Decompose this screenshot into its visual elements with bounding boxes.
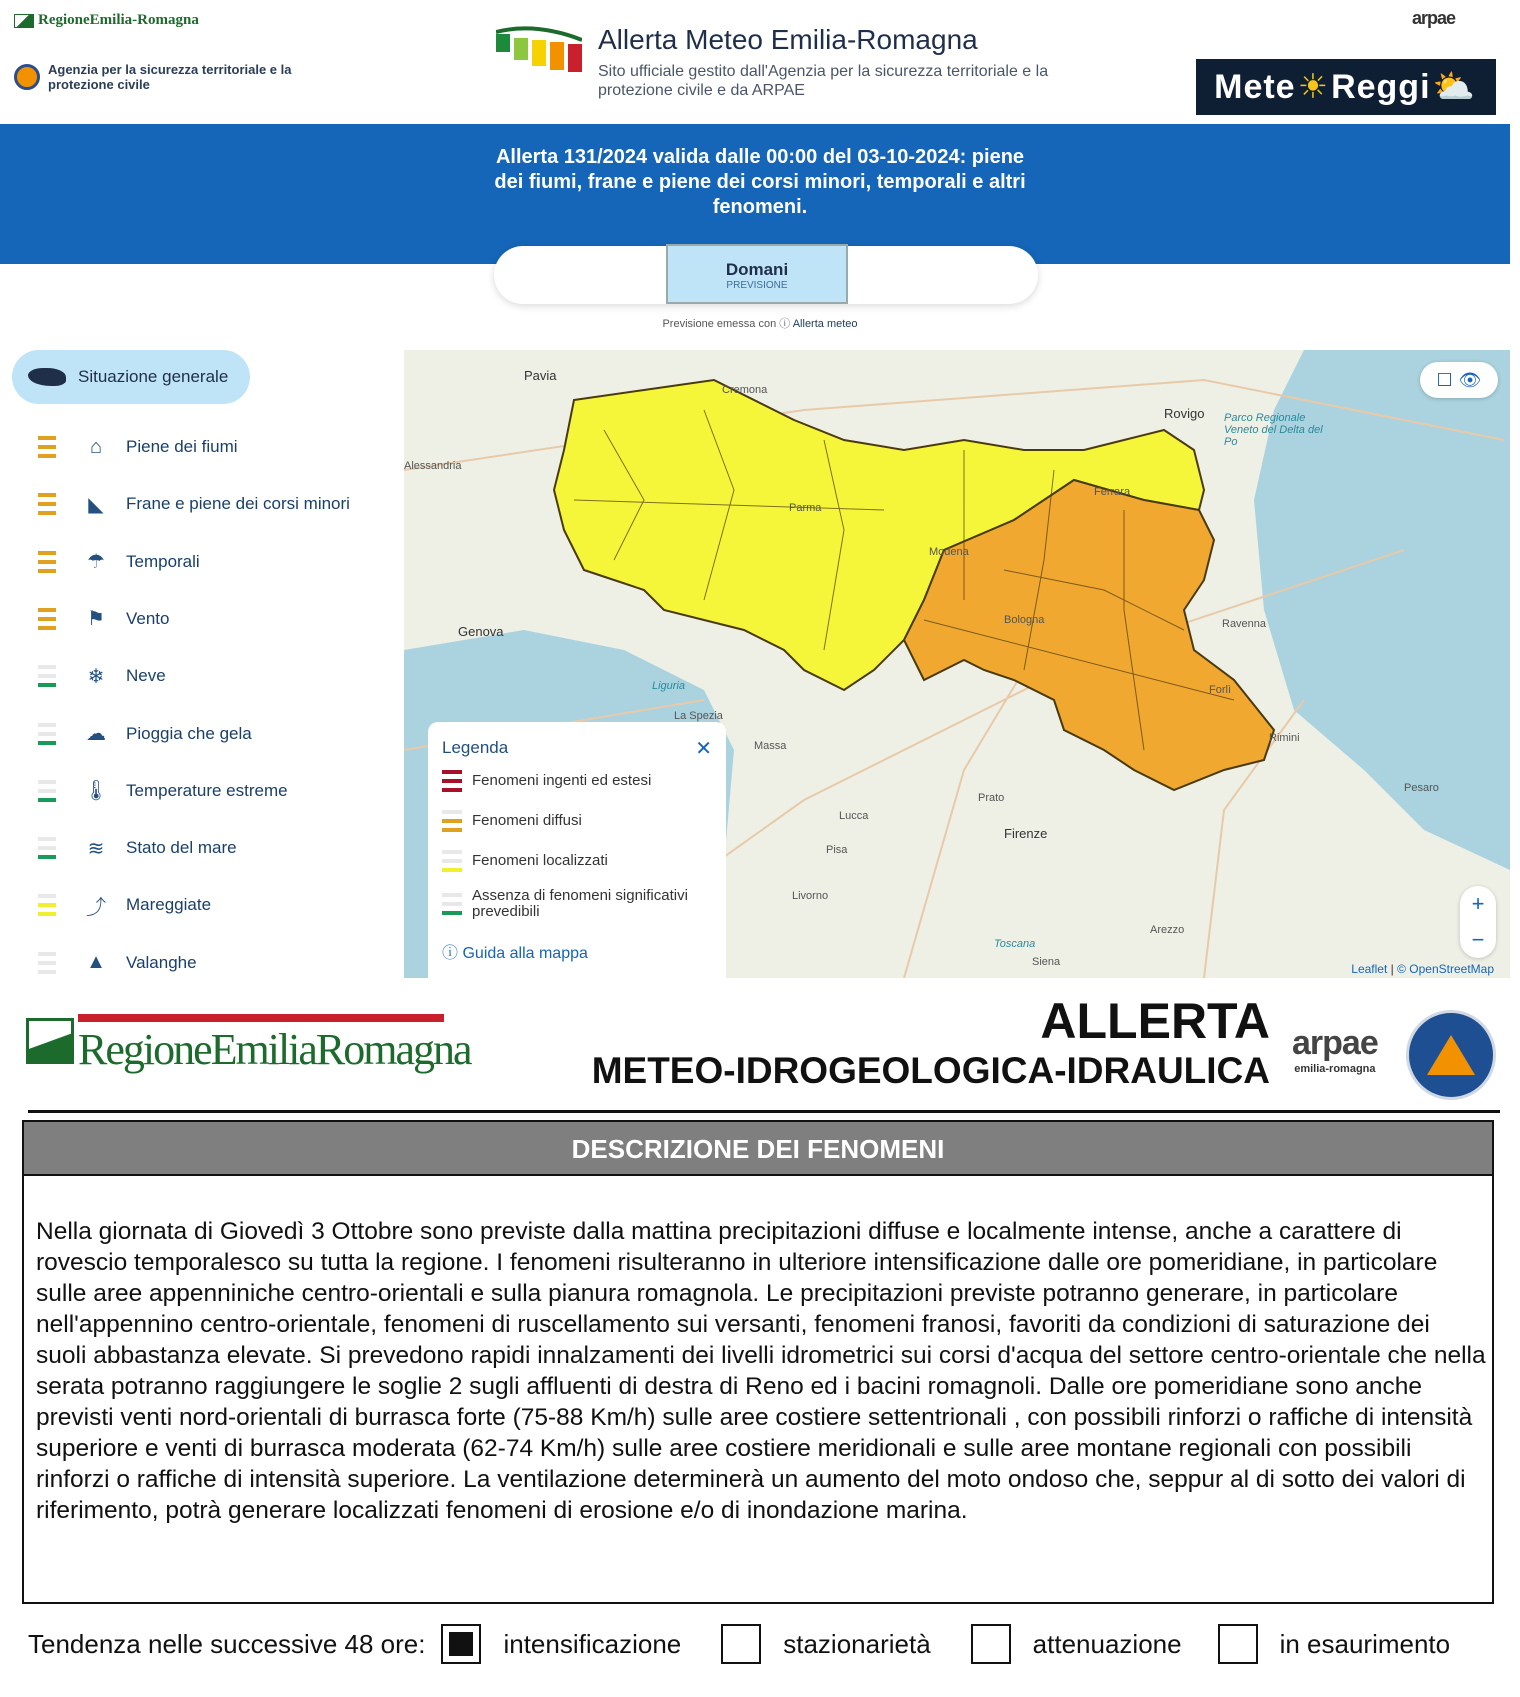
tendency-option-label: intensificazione [503, 1628, 682, 1659]
tab-domani-label: Domani [725, 260, 789, 279]
regione-flag-large-icon [26, 1018, 74, 1064]
map-label: Genova [458, 624, 504, 639]
description-text: Nella giornata di Giovedì 3 Ottobre sono previste dalla mattina precipitazioni diffuse e localmente intense, anche a carattere di rovescio temporalesco su tutta la regione. I fenomeni risulteranno in ulteriore intensificazione dalle ore pomeridiane, in particolare sulle aree appenniniche centro-orientali e sulla pianura romagnola. Le precipitazioni previste potranno generare, in particolare nell'appennino centro-orientale, fenomeni di ruscellamento sui versanti, fenomeni franosi, favoriti da condizioni di saturazione dei suoli abbastanza elevate. Si prevedono rapidi innalzamenti dei livelli idrometrici sui corsi d'acqua del settore centro-orientale che nella serata potranno raggiungere le soglie 2 sugli affluenti di destra di Reno ed i bacini romagnoli. Dalle ore pomeridiane sono anche previsti venti nord-orientali di burrasca forte (75-88 Km/h) sulle aree costiere settentrionali , con possibili rinforzi o raffiche di intensità superiore e venti di burrasca moderata (62-74 Km/h) sulle aree costiere meridionali e sulle aree montane regionali con possibili rinforzi o raffiche di intensità superiore. La ventilazione determinerà un aumento del moto ondoso che, seppur al di sotto dei valori di riferimento, potrà generare localizzati fenomeni di erosione e/o di inondazione marina. [36, 1218, 1486, 1524]
sun-icon: ☀ [1297, 68, 1330, 106]
tab-domani-sublabel: PREVISIONE [726, 280, 788, 291]
sidebar-item-situazione-generale[interactable] [12, 350, 250, 404]
map-label: Cremona [722, 384, 768, 396]
alert-level-indicator [38, 723, 56, 745]
eye-icon: 👁 [1458, 369, 1482, 390]
legend-swatch [442, 770, 462, 792]
map-label: Parma [789, 502, 822, 514]
sidebar-item-valanghe[interactable] [38, 948, 197, 978]
regione-logo-large-text: RegioneEmiliaRomagna [78, 1025, 471, 1074]
divider [28, 1110, 1500, 1113]
map-label: Firenze [1004, 826, 1048, 841]
map-label: Parco Regionale Veneto del Delta del Po [1224, 412, 1323, 448]
sidebar-item-neve[interactable] [38, 661, 166, 691]
alert-level-indicator [38, 493, 56, 515]
tendency-option-label: attenuazione [1032, 1628, 1182, 1659]
checkbox-icon: ☐ [1436, 369, 1453, 390]
map-label: Arezzo [1150, 924, 1185, 936]
map-label: Pisa [826, 844, 848, 856]
alert-level-indicator [38, 665, 56, 687]
freezing-rain-icon: ☁ [86, 723, 106, 745]
meteo-reggio-text-a: Mete [1214, 67, 1296, 106]
thermometer-icon: 🌡 [83, 780, 109, 803]
tendency-option-label: stazionarietà [783, 1628, 931, 1659]
map-label: Rovigo [1164, 406, 1205, 421]
sidebar-item-label: Stato del mare [126, 838, 237, 858]
map-label: Liguria [652, 680, 686, 692]
agency-name: Agenzia per la sicurezza territoriale e la protezione civile [48, 62, 292, 92]
tendency-checkbox[interactable] [971, 1624, 1011, 1664]
legend-guide-link[interactable] [442, 940, 588, 963]
arpae-logo-sub: emilia-romagna [1294, 1063, 1376, 1075]
legend-item-label: Fenomeni ingenti ed estesi [472, 772, 652, 789]
sidebar-item-label: Situazione generale [78, 367, 229, 386]
site-subtitle: Sito ufficiale gestito dall'Agenzia per la sicurezza territoriale e la protezione civile e da ARPAE [598, 63, 1049, 99]
alert-level-indicator [38, 837, 56, 859]
sidebar-item-pioggia-che-gela[interactable] [38, 719, 252, 749]
map-label: Rimini [1269, 732, 1300, 744]
regione-logo-text: RegioneEmilia-Romagna [38, 12, 199, 28]
legend-item [442, 888, 702, 920]
sidebar-item-label: Temperature estreme [126, 780, 288, 800]
map-label: Ravenna [1222, 618, 1267, 630]
document-title: ALLERTA [1040, 993, 1270, 1049]
protezione-civile-seal-icon [1406, 1010, 1496, 1100]
description-heading: DESCRIZIONE DEI FENOMENI [24, 1122, 1492, 1176]
thunderstorm-icon: ☂ [87, 551, 105, 574]
site-title: Allerta Meteo Emilia-Romagna [598, 24, 978, 55]
sidebar-item-label: Neve [126, 666, 166, 686]
sidebar-item-temporali[interactable] [38, 547, 200, 577]
leaflet-link[interactable]: Leaflet [1351, 962, 1388, 976]
region-map-icon [28, 368, 66, 386]
map-label: Massa [754, 740, 787, 752]
info-icon: ⓘ [442, 945, 459, 962]
map-label: Bologna [1004, 614, 1045, 626]
sidebar-item-label: Piene dei fiumi [126, 437, 238, 456]
tendency-checkbox[interactable] [721, 1624, 761, 1664]
legend-item [442, 810, 702, 832]
allerta-meteo-logo-icon[interactable] [496, 26, 582, 72]
alert-level-indicator [38, 780, 56, 802]
map-label: Siena [1032, 956, 1061, 968]
windsock-icon: ⚑ [87, 608, 105, 631]
forecast-note-prefix: Previsione emessa con [662, 318, 777, 330]
meteo-reggio-text-b: Reggi [1331, 67, 1431, 106]
alert-level-indicator [38, 608, 56, 630]
zoom-out-button[interactable]: − [1471, 927, 1485, 952]
regione-logo-redline [78, 1014, 444, 1022]
map-label: Lucca [839, 810, 869, 822]
landslide-icon: ◣ [88, 493, 104, 516]
regione-flag-icon [14, 14, 34, 28]
sidebar-item-piene-dei-fiumi[interactable] [38, 432, 238, 462]
map-attribution: Leaflet | © OpenStreetMap [1351, 962, 1494, 976]
forecast-note [600, 315, 920, 331]
map-label: Alessandria [404, 460, 462, 472]
sidebar-item-vento[interactable] [38, 604, 170, 634]
legend-swatch [442, 893, 462, 915]
regione-logo-small[interactable] [14, 12, 199, 29]
legend-swatch [442, 810, 462, 832]
layer-toggle-button[interactable] [1420, 362, 1498, 398]
close-icon[interactable]: ✕ [695, 738, 712, 760]
alert-level-indicator [38, 436, 56, 458]
sidebar-item-label: Frane e piene dei corsi minori [126, 494, 350, 514]
legend-guide-label: Guida alla mappa [462, 945, 588, 962]
allerta-meteo-link[interactable]: Allerta meteo [792, 318, 858, 330]
map-legend [428, 722, 726, 978]
flood-house-icon: ⌂ [89, 435, 103, 458]
alert-level-indicator [38, 894, 56, 916]
map-label: Pavia [524, 368, 557, 383]
document-subtitle: METEO-IDROGEOLOGICA-IDRAULICA [591, 1050, 1270, 1091]
alert-level-indicator [38, 952, 56, 974]
map-label: Toscana [994, 938, 1036, 950]
sea-waves-icon: ≋ [87, 837, 105, 860]
sidebar-item-mareggiate[interactable] [38, 890, 211, 920]
map-label: Forlì [1209, 684, 1231, 696]
map-label: La Spezia [674, 710, 723, 722]
avalanche-icon: ▲ [86, 951, 106, 974]
map-label: Pesaro [1404, 782, 1439, 794]
zoom-control [1460, 886, 1496, 958]
legend-item [442, 850, 702, 872]
osm-link[interactable]: © OpenStreetMap [1397, 962, 1494, 976]
arpae-logo-small[interactable]: arpae [1412, 8, 1456, 28]
info-icon: ⓘ [779, 318, 791, 330]
meteo-reggio-banner[interactable] [1196, 59, 1496, 115]
map-label: Modena [929, 546, 969, 558]
sidebar-item-label: Pioggia che gela [126, 723, 252, 743]
sidebar-item-label: Temporali [126, 551, 200, 571]
snow-cloud-icon: ❄ [87, 665, 105, 688]
legend-item [442, 770, 702, 792]
map-label: Prato [978, 792, 1005, 804]
legend-item-label: Fenomeni localizzati [472, 852, 608, 869]
cloud-sun-icon: ⛅ [1432, 68, 1476, 106]
tendency-row [28, 1624, 1500, 1664]
map-label: Livorno [792, 890, 829, 902]
agency-logo[interactable] [14, 62, 314, 92]
alert-level-indicator [38, 551, 56, 573]
zoom-in-button[interactable]: + [1471, 891, 1485, 916]
tendency-option-label: in esaurimento [1279, 1628, 1451, 1659]
sidebar-item-stato-del-mare[interactable] [38, 833, 237, 863]
legend-item-label: Fenomeni diffusi [472, 812, 582, 829]
tab-domani[interactable] [666, 244, 848, 304]
sidebar-item-label: Vento [126, 608, 170, 628]
regione-logo-large [26, 1014, 471, 1074]
arpae-logo-large [1292, 1024, 1378, 1075]
sidebar-item-label: Mareggiate [126, 895, 212, 915]
alert-banner-text: Allerta 131/2024 valida dalle 00:00 del 03-10-2024: piene dei fiumi, frane e piene dei corsi minori, temporali e altri fenomeni. [494, 146, 1026, 218]
legend-swatch [442, 850, 462, 872]
arpae-logo-text: arpae [1292, 1024, 1378, 1062]
tendency-checkbox[interactable] [441, 1624, 481, 1664]
tendency-checkbox[interactable] [1218, 1624, 1258, 1664]
legend-item-label: Assenza di fenomeni significativi prevedibili [472, 887, 688, 920]
protezione-civile-icon [14, 64, 40, 90]
sidebar-item-frane-e-piene-dei-corsi-minori[interactable] [38, 489, 350, 519]
tendency-label: Tendenza nelle successive 48 ore: [28, 1628, 426, 1659]
sidebar-item-label: Valanghe [126, 952, 197, 972]
legend-title: Legenda [442, 738, 509, 757]
storm-surge-icon: ⤴ [86, 896, 106, 919]
sidebar-item-temperature-estreme[interactable] [38, 776, 288, 806]
map-label: Ferrara [1094, 486, 1131, 498]
